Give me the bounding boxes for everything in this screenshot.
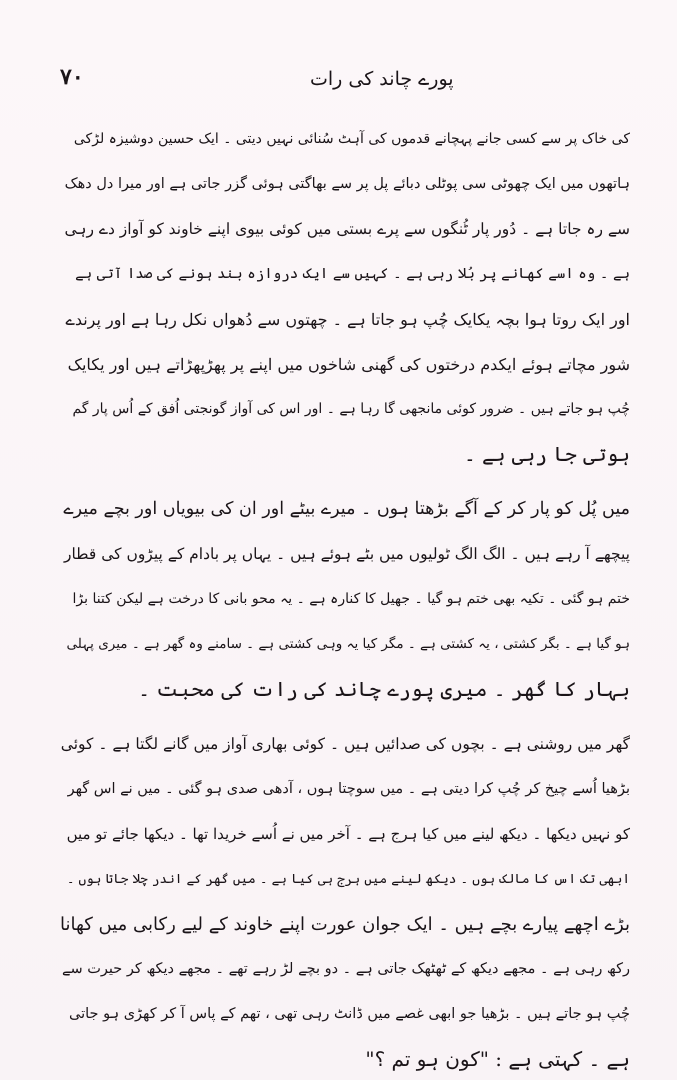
paragraph-gap [60, 477, 630, 487]
body-text [60, 117, 630, 1080]
paragraph [60, 117, 630, 477]
text-line: ہے ۔ کہتی ہے : "کون ہو تم ؟" [365, 1047, 630, 1071]
running-title: پورے چاند کی رات [310, 68, 454, 90]
text-line: بڑے اچھے پیارے بچے ہیں ۔ ایک جوان عورت اپنے خاوند کے لیے رکابی میں کھانا [60, 914, 630, 935]
text-line: بہار کا گھر ۔ میری پورے چاند کی رات کی محبت ۔ [138, 677, 630, 701]
page-header [60, 60, 590, 100]
text-line: پیچھے آ رہے ہیں ۔ الگ الگ ٹولیوں میں بٹے ہوئے ہیں ۔ یہاں پر بادام کے پیڑوں کی قطار [63, 545, 630, 563]
text-line: ہوتی جا رہی ہے ۔ [463, 442, 630, 466]
text-line: گھر میں روشنی ہے ۔ بچوں کی صدائیں ہیں ۔ کوئی بھاری آواز میں گانے لگتا ہے ۔ کوئی [60, 735, 630, 753]
text-line: ختم ہو گئی ۔ تکیہ بھی ختم ہو گیا ۔ جھیل کا کنارہ ہے ۔ یہ محو بانی کا درخت ہے لیکن کتنا بڑا [72, 591, 630, 607]
page-number: ۷۰ [60, 64, 84, 90]
text-line: بڑھیا اُسے چیخ کر چُپ کرا دیتی ہے ۔ میں سوچتا ہوں ، آدھی صدی ہو گئی ۔ میں نے اس گھر [67, 781, 630, 797]
text-line: کی خاک پر سے کسی جانے پہچانے قدموں کی آہٹ سُنائی نہیں دیتی ۔ ایک حسین دوشیزہ لڑکی [73, 131, 630, 147]
paragraph [60, 722, 630, 1080]
text-line: چُپ ہو جاتے ہیں ۔ ضرور کوئی مانجھی گا رہا ہے ۔ اور اس کی آواز گونجتی اُفق کے اُس پار گم [72, 401, 630, 417]
text-line: رکھ رہی ہے ۔ مجھے دیکھ کے ٹھٹھک جاتی ہے ۔ دو بچے لڑ رہے تھے ۔ مجھے دیکھ کر حیرت سے [61, 961, 630, 977]
text-line: چُپ ہو جاتے ہیں ۔ بڑھیا جو ابھی غصے میں ڈانٹ رہی تھی ، تھم کے پاس آ کر کھڑی ہو جاتی [68, 1006, 630, 1022]
text-line: اور ایک روتا ہوا بچہ یکایک چُپ ہو جاتا ہے ۔ چھتوں سے دُھواں نکل رہا ہے اور پرندے [65, 310, 630, 329]
text-line: ہے ۔ وہ اسے کھانے پر بُلا رہی ہے ۔ کہیں سے ایک دروازہ بند ہونے کی صدا آتی ہے [75, 266, 630, 282]
text-line: ہو گیا ہے ۔ بگر کشتی ، یہ کشتی ہے ۔ مگر کیا یہ وہی کشتی ہے ۔ سامنے وہ گھر ہے ۔ میری پہلی [66, 636, 630, 652]
paragraph [60, 487, 630, 712]
text-line: شور مچاتے ہوئے ایکدم درختوں کی گھنی شاخوں میں اپنے پر پھڑپھڑاتے ہیں اور یکایک [67, 355, 630, 374]
text-line: ہاتھوں میں ایک چھوٹی سی پوٹلی دبائے پل پر سے بھاگتی ہوئی گزر جاتی ہے اور میرا دل دھک [64, 176, 630, 192]
text-line: سے رہ جاتا ہے ۔ دُور پار ٹُنگوں سے پرے بستی میں کوئی بیوی اپنے خاوند کو آواز دے رہی [64, 220, 630, 238]
text-line: کو نہیں دیکھا ۔ دیکھ لینے میں کیا ہرج ہے ۔ آخر میں نے اُسے خریدا تھا ۔ دیکھا جائے تو میں [66, 825, 630, 843]
text-line: ابھی تک اس کا مالک ہوں ۔ دیکھ لینے میں ہرج ہی کیا ہے ۔ میں گھر کے اندر چلا جاتا ہوں ۔ [66, 872, 630, 887]
paragraph-gap [60, 712, 630, 722]
text-line: میں پُل کو پار کر کے آگے بڑھتا ہوں ۔ میرے بیٹے اور ان کی بیویاں اور بچے میرے [63, 499, 630, 519]
